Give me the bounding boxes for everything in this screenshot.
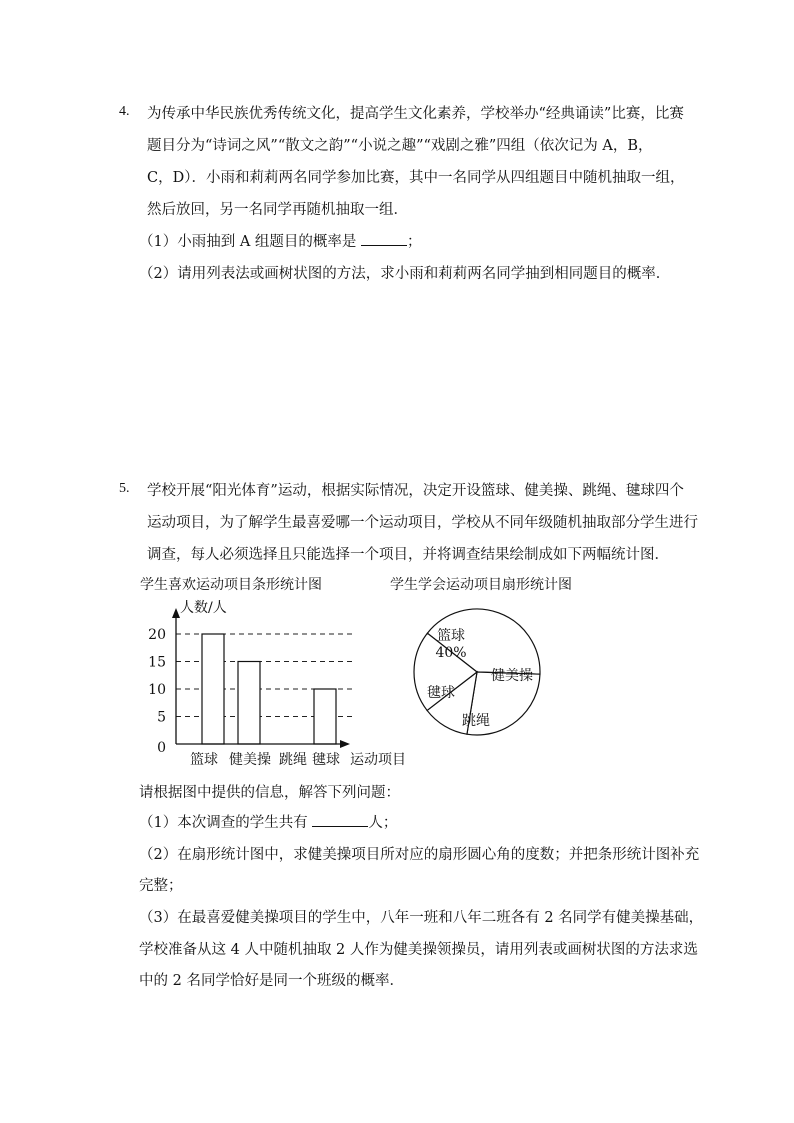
answer-blank[interactable] — [312, 826, 368, 827]
pie-slice-label: 健美操 — [491, 668, 533, 684]
problem-5-question-3-line-2: 学校准备从这 4 人中随机抽取 2 人作为健美操领操员，请用列表或画树状图的方法求选 — [139, 942, 698, 958]
y-axis-label: 人数/人 — [180, 600, 227, 616]
problem-4-question-1 — [139, 230, 422, 251]
problem-4-question-2: （2）请用列表法或画树状图的方法，求小雨和莉莉两名同学抽到相同题目的概率． — [139, 266, 671, 282]
problem-5-number: 5. — [119, 481, 130, 496]
problem-5-question-3-line-3: 中的 2 名同学恰好是同一个班级的概率． — [139, 973, 404, 989]
question-1-text: （1）小雨抽到 A 组题目的概率是 — [139, 234, 357, 250]
problem-4-line-1: 为传承中华民族优秀传统文化，提高学生文化素养，学校举办“经典诵读”比赛，比赛 — [147, 106, 684, 122]
problem-5-question-2-line-1: （2）在扇形统计图中，求健美操项目所对应的扇形圆心角的度数；并把条形统计图补充 — [139, 847, 700, 863]
pie-slice-label: 毽球 — [427, 685, 455, 701]
problem-5-line-3: 调查，每人必须选择且只能选择一个项目，并将调查结果绘制成如下两幅统计图． — [147, 547, 669, 563]
problem-4-line-2: 题目分为“诗词之风”“散文之韵”“小说之趣”“戏剧之雅”四组（依次记为 A，B， — [147, 138, 653, 154]
bar-chart-title: 学生喜欢运动项目条形统计图 — [140, 577, 322, 593]
problem-5-instruction: 请根据图中提供的信息，解答下列问题： — [139, 785, 400, 801]
x-axis-label: 运动项目 — [350, 752, 406, 768]
x-tick-label: 毽球 — [312, 752, 340, 768]
bar — [314, 689, 336, 744]
question-1-suffix: 人； — [368, 815, 398, 831]
y-axis-arrow — [172, 608, 180, 618]
question-1-text: （1）本次调查的学生共有 — [139, 815, 308, 831]
answer-blank[interactable] — [361, 245, 407, 246]
y-tick-label: 5 — [157, 709, 166, 726]
problem-5-question-1 — [139, 811, 397, 832]
bar — [202, 634, 224, 744]
problem-5-question-3-line-1: （3）在最喜爱健美操项目的学生中，八年一班和八年二班各有 2 名同学有健美操基础， — [139, 910, 704, 926]
bar — [238, 662, 260, 745]
problem-4-line-3: C，D）．小雨和莉莉两名同学参加比赛，其中一名同学从四组题目中随机抽取一组， — [147, 170, 685, 186]
y-tick-label: 10 — [148, 682, 166, 698]
x-tick-label: 健美操 — [229, 752, 271, 768]
bar-chart — [130, 596, 420, 771]
x-axis-arrow — [340, 740, 350, 748]
pie-slice-label: 篮球 — [437, 628, 465, 644]
problem-5-line-1: 学校开展“阳光体育”运动，根据实际情况，决定开设篮球、健美操、跳绳、毽球四个 — [147, 483, 684, 499]
pie-chart-title: 学生学会运动项目扇形统计图 — [390, 577, 572, 593]
y-tick-label: 20 — [148, 627, 166, 643]
x-tick-label: 跳绳 — [279, 752, 307, 768]
problem-5-question-2-line-2: 完整； — [139, 878, 183, 894]
pie-chart — [405, 600, 550, 745]
problem-4-line-4: 然后放回，另一名同学再随机抽取一组． — [147, 202, 408, 218]
question-1-suffix: ； — [407, 234, 422, 250]
x-tick-label: 篮球 — [190, 752, 218, 768]
origin-label: 0 — [157, 740, 166, 756]
pie-slice-percent: 40% — [435, 645, 467, 661]
y-tick-label: 15 — [148, 654, 166, 671]
problem-4-number: 4. — [119, 104, 130, 119]
pie-slice-label: 跳绳 — [462, 713, 490, 729]
problem-5-line-2: 运动项目，为了解学生最喜爱哪一个运动项目，学校从不同年级随机抽取部分学生进行 — [147, 515, 698, 531]
